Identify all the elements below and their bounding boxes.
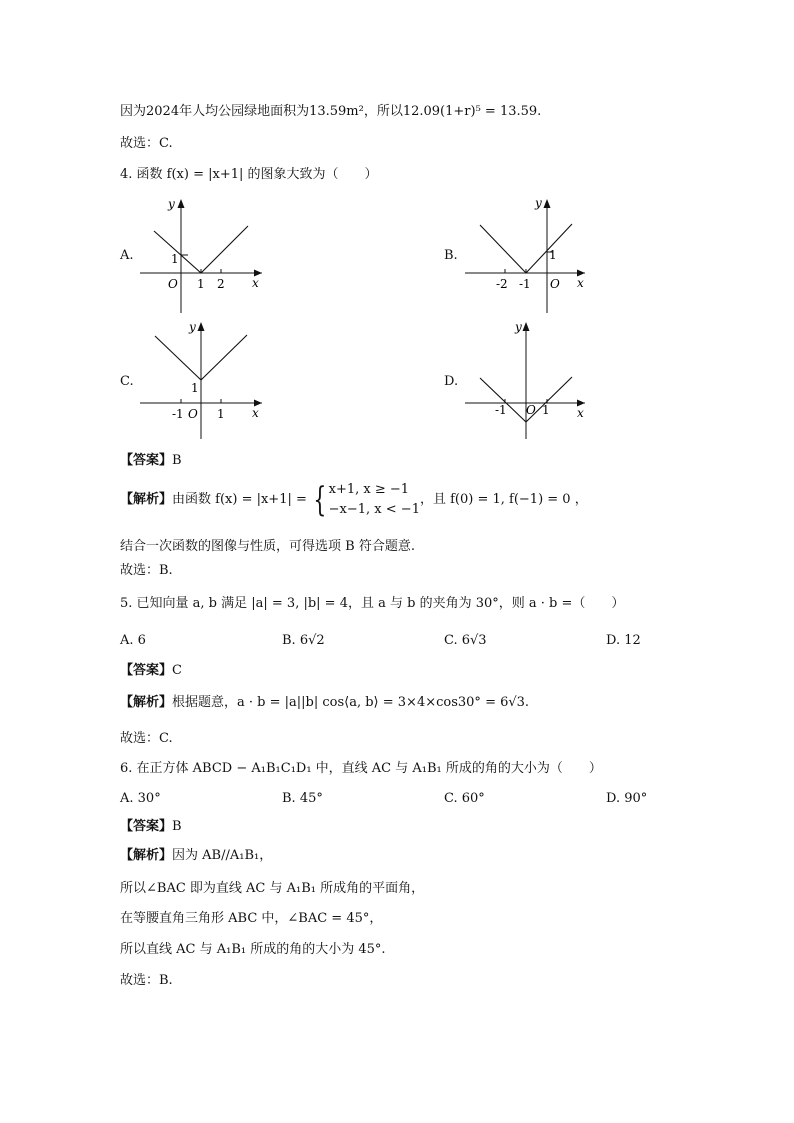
- q4-option-a-label: A.: [120, 248, 134, 263]
- q4c-tick-y1: 1: [191, 381, 199, 395]
- q4-answer-value: B: [172, 453, 182, 468]
- q4a-origin: O: [168, 277, 178, 291]
- q4-option-b-label: B.: [444, 248, 458, 263]
- q4-piecewise-cases: [329, 480, 420, 520]
- q4a-x-label: x: [252, 276, 259, 290]
- q4a-tick-y1: 1: [171, 252, 179, 266]
- q4-option-d-label: D.: [444, 374, 459, 389]
- q5-stem: 5. 已知向量 a, b 满足 |a| = 3, |b| = 4，且 a 与 b 的夹角为 30°，则 a · b =（ ）: [120, 596, 625, 611]
- q6-option-a: A. 30°: [120, 791, 161, 806]
- q6-option-b: B. 45°: [282, 791, 323, 806]
- q4-analysis-suffix: ，且 f(0) = 1, f(−1) = 0 ，: [419, 492, 588, 507]
- q6-analysis-line-4: 所以直线 AC 与 A₁B₁ 所成的角的大小为 45°.: [120, 942, 386, 957]
- q4d-origin: O: [526, 403, 536, 417]
- q4a-tick-x2: 2: [217, 277, 225, 291]
- q4c-tick-x-1: -1: [172, 407, 184, 421]
- q5-analysis-text: 根据题意，a · b = |a||b| cos⟨a, b⟩ = 3×4×cos30° = 6√3.: [172, 695, 530, 710]
- q6-analysis-line-3: 在等腰直角三角形 ABC 中，∠BAC = 45°，: [120, 911, 383, 926]
- q5-answer-tag: 【答案】: [120, 663, 173, 678]
- q4b-tick-y1: 1: [549, 248, 557, 262]
- q4-option-a-graph: [140, 195, 270, 315]
- q4-option-c-label: C.: [120, 374, 134, 389]
- q4c-tick-x1: 1: [217, 407, 225, 421]
- q5-analysis-tag: 【解析】: [120, 695, 173, 710]
- q4b-tick-x-1: -1: [519, 277, 531, 291]
- q4a-y-label: y: [168, 197, 175, 211]
- q5-answer: [120, 662, 182, 680]
- q4-answer-tag: 【答案】: [120, 453, 173, 468]
- q4d-y-label: y: [515, 320, 522, 334]
- q5-analysis: [120, 694, 529, 712]
- q4-case-1: x+1, x ≥ −1: [328, 481, 410, 497]
- q4a-tick-x1: 1: [197, 277, 205, 291]
- q5-answer-value: C: [172, 663, 182, 678]
- q6-option-c: C. 60°: [444, 791, 485, 806]
- q4-option-c-graph: [140, 318, 270, 443]
- q4-piecewise-brace: {: [313, 479, 327, 520]
- q4-conclusion: 故选：B.: [120, 563, 173, 578]
- q6-stem: 6. 在正方体 ABCD − A₁B₁C₁D₁ 中，直线 AC 与 A₁B₁ 所成的角的大小为（ ）: [120, 761, 602, 776]
- q4-analysis-prefix: 由函数 f(x) = |x+1| =: [172, 492, 307, 507]
- q5-conclusion: 故选：C.: [120, 731, 173, 746]
- q4b-origin: O: [550, 277, 560, 291]
- intro-conclusion: 故选：C.: [120, 136, 173, 151]
- q4-analysis-line-2: 结合一次函数的图像与性质，可得选项 B 符合题意.: [120, 539, 415, 554]
- q4-case-2: −x−1, x < −1: [328, 501, 420, 517]
- q6-option-d: D. 90°: [606, 791, 648, 806]
- q4b-x-label: x: [577, 276, 584, 290]
- q5-option-b: B. 6√2: [282, 633, 325, 648]
- q4b-tick-x-2: -2: [496, 277, 508, 291]
- q6-analysis-line-1: [120, 847, 272, 865]
- q4c-y-label: y: [189, 320, 196, 334]
- q4c-x-label: x: [252, 406, 259, 420]
- q6-analysis-text-1: 因为 AB//A₁B₁，: [172, 848, 273, 863]
- q4-stem: 4. 函数 f(x) = |x+1| 的图象大致为（ ）: [120, 167, 378, 182]
- q4d-tick-x-1: -1: [495, 403, 507, 417]
- q6-conclusion: 故选：B.: [120, 973, 173, 988]
- q4d-x-label: x: [577, 406, 584, 420]
- intro-line-1: 因为2024年人均公园绿地面积为13.59m²，所以12.09(1+r)⁵ = 13.59.: [120, 104, 542, 119]
- q5-option-a: A. 6: [120, 633, 146, 648]
- q4-option-b-graph: [465, 195, 595, 315]
- q4-answer: [120, 452, 182, 470]
- q4d-tick-x1: 1: [542, 403, 550, 417]
- q6-analysis-tag: 【解析】: [120, 848, 173, 863]
- q6-answer-tag: 【答案】: [120, 819, 173, 834]
- q5-option-c: C. 6√3: [444, 633, 487, 648]
- q6-analysis-line-2: 所以∠BAC 即为直线 AC 与 A₁B₁ 所成角的平面角，: [120, 881, 425, 896]
- q4c-origin: O: [188, 407, 198, 421]
- q4-analysis: [120, 478, 588, 522]
- q4-analysis-tag: 【解析】: [120, 492, 173, 507]
- q6-answer: [120, 818, 182, 836]
- q4-option-d-graph: [465, 318, 595, 443]
- q6-answer-value: B: [172, 819, 182, 834]
- q4b-y-label: y: [535, 196, 542, 210]
- q5-option-d: D. 12: [606, 633, 641, 648]
